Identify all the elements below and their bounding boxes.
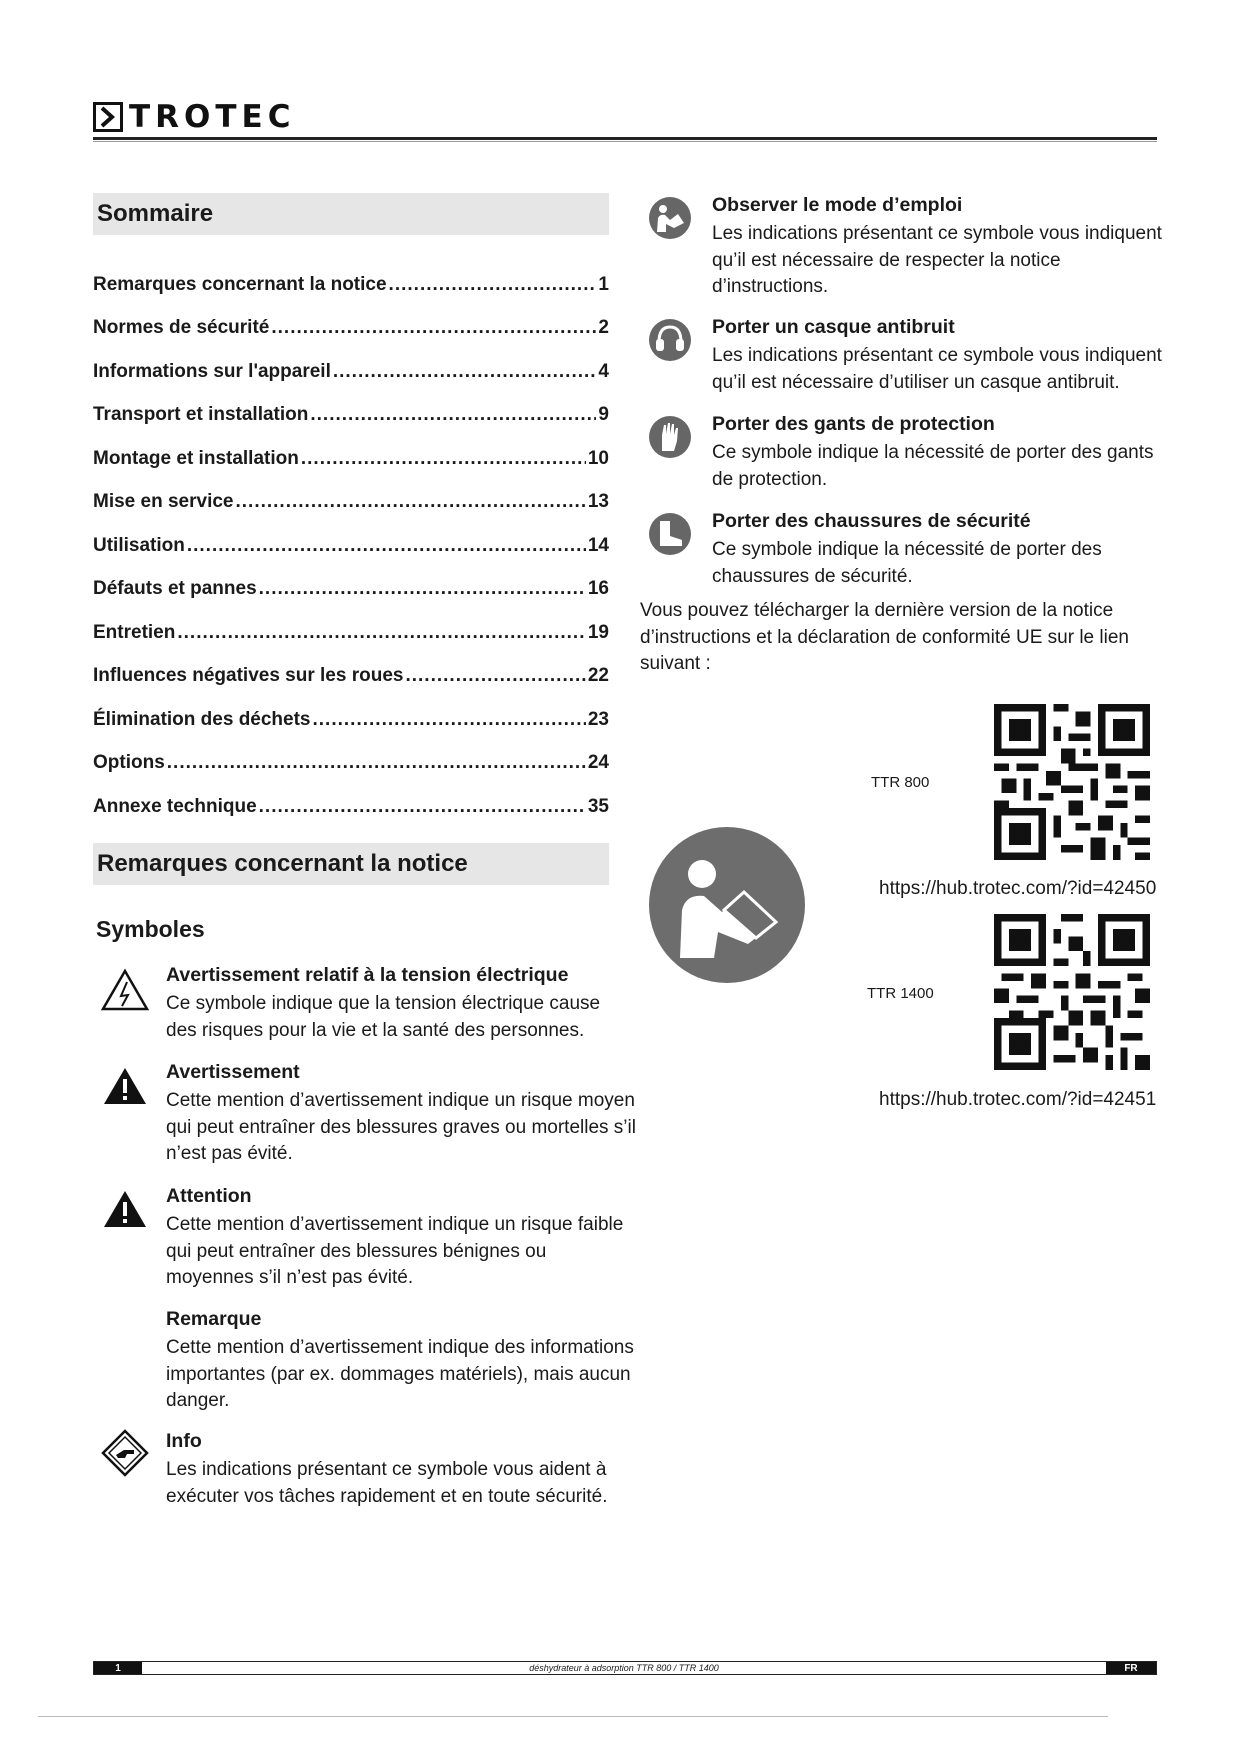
toc-entry-page: 35	[587, 795, 609, 817]
toc-entry-label: Influences négatives sur les roues	[93, 665, 404, 686]
toc-entry-label: Mise en service	[93, 491, 234, 512]
download-text: Vous pouvez télécharger la dernière version de la notice d’instructions et la déclaration de conformité UE sur le lien suivant :	[640, 600, 1129, 674]
symbol-text: Ce symbole indique que la tension électrique cause des risques pour la vie et la santé des personnes.	[166, 993, 601, 1041]
table-of-contents	[93, 252, 609, 818]
warning-icon	[102, 1066, 148, 1106]
mandatory-entry	[712, 316, 1162, 396]
symbol-entry	[166, 1430, 636, 1510]
toc-entry-page: 13	[587, 491, 609, 512]
symbol-text: Cette mention d’avertissement indique un risque faible qui peut entraîner des blessures bénignes ou moyennes s’il n’est pas évité.	[166, 1214, 624, 1288]
mandatory-text: Les indications présentant ce symbole vous indiquent qu’il est nécessaire d’utiliser un casque antibruit.	[712, 345, 1162, 393]
toc-entry[interactable]	[93, 296, 609, 340]
toc-entry-page: 4	[598, 360, 609, 382]
symbol-title: Avertissement	[166, 1061, 300, 1083]
mandatory-title: Porter un casque antibruit	[712, 316, 955, 338]
toc-title	[93, 193, 609, 235]
ear-protection-icon	[648, 318, 692, 362]
toc-entry-label: Informations sur l'appareil	[93, 360, 331, 382]
symbol-title: Info	[166, 1430, 202, 1452]
symbols-heading: Symboles	[96, 916, 205, 942]
toc-entry-label: Défauts et pannes	[93, 578, 257, 599]
toc-entry[interactable]	[93, 339, 609, 383]
toc-entry-page: 10	[587, 447, 609, 469]
toc-entry[interactable]	[93, 731, 609, 775]
toc-entry-page: 16	[587, 578, 609, 599]
notes-section-title-text: Remarques concernant la notice	[97, 850, 468, 877]
mandatory-text: Ce symbole indique la nécessité de porter des gants de protection.	[712, 442, 1154, 490]
footer-language: FR	[1106, 1662, 1156, 1674]
mandatory-entry	[712, 510, 1162, 590]
download-link[interactable]: https://hub.trotec.com/?id=42451	[879, 1089, 1157, 1110]
toc-entry-page: 9	[598, 404, 609, 425]
toc-entry[interactable]	[93, 470, 609, 514]
symbol-title: Avertissement relatif à la tension électrique	[166, 964, 569, 986]
toc-entry[interactable]	[93, 252, 609, 296]
header-rule	[93, 137, 1157, 140]
toc-entry-label: Normes de sécurité	[93, 317, 270, 338]
toc-entry-label: Entretien	[93, 621, 176, 643]
symbol-entry	[166, 1185, 636, 1292]
symbol-text: Cette mention d’avertissement indique un risque moyen qui peut entraîner des blessures graves ou mortelles s’il n’est pas évité.	[166, 1090, 636, 1164]
qr-model-label: TTR 1400	[867, 985, 934, 1002]
mandatory-entry	[712, 194, 1162, 301]
notes-section-title	[93, 843, 609, 885]
toc-entry[interactable]	[93, 600, 609, 644]
toc-entry-label: Utilisation	[93, 534, 185, 556]
toc-entry-label: Montage et installation	[93, 447, 299, 469]
symbol-entry	[166, 964, 636, 1044]
mandatory-entry	[712, 413, 1162, 493]
toc-entry-label: Annexe technique	[93, 795, 257, 817]
toc-entry[interactable]	[93, 557, 609, 601]
qr-code-icon[interactable]	[994, 914, 1150, 1070]
toc-title-text: Sommaire	[97, 200, 214, 227]
toc-entry-page: 19	[587, 621, 609, 643]
mandatory-title: Porter des chaussures de sécurité	[712, 510, 1031, 532]
logo-chevron-icon	[93, 102, 123, 132]
toc-entry[interactable]	[93, 644, 609, 688]
symbol-title: Attention	[166, 1185, 252, 1207]
brand-logo	[93, 99, 295, 135]
qr-model-label: TTR 800	[871, 774, 930, 791]
symbol-entry	[166, 1061, 636, 1168]
brand-name: TROTEC	[129, 99, 296, 135]
header-rule-thin	[93, 141, 1157, 142]
toc-entry[interactable]	[93, 774, 609, 818]
download-link[interactable]: https://hub.trotec.com/?id=42450	[879, 878, 1157, 899]
symbol-entry	[166, 1308, 636, 1415]
toc-entry[interactable]	[93, 687, 609, 731]
bottom-rule	[38, 1716, 1108, 1717]
toc-entry-page: 23	[587, 708, 609, 730]
toc-entry-label: Remarques concernant la notice	[93, 273, 387, 295]
qr-code-icon[interactable]	[994, 704, 1150, 860]
safety-shoes-icon	[648, 512, 692, 556]
read-manual-icon	[648, 826, 806, 984]
gloves-icon	[648, 415, 692, 459]
page-footer	[93, 1661, 1157, 1675]
symbol-text: Cette mention d’avertissement indique des informations importantes (par ex. dommages matériels), mais aucun danger.	[166, 1337, 634, 1411]
footer-page-number: 1	[94, 1662, 142, 1674]
mandatory-title: Porter des gants de protection	[712, 413, 995, 435]
toc-entry[interactable]	[93, 383, 609, 427]
toc-entry[interactable]	[93, 513, 609, 557]
read-manual-icon	[648, 196, 692, 240]
symbol-text: Les indications présentant ce symbole vous aident à exécuter vos tâches rapidement et en toute sécurité.	[166, 1459, 608, 1507]
toc-entry-page: 2	[598, 317, 609, 338]
toc-entry-page: 1	[598, 273, 609, 295]
toc-entry-page: 24	[587, 752, 609, 773]
toc-entry-label: Options	[93, 752, 165, 773]
mandatory-text: Ce symbole indique la nécessité de porter des chaussures de sécurité.	[712, 539, 1102, 587]
toc-entry[interactable]	[93, 426, 609, 470]
mandatory-title: Observer le mode d’emploi	[712, 194, 963, 216]
footer-title: déshydrateur à adsorption TTR 800 / TTR 1400	[529, 1663, 719, 1673]
info-icon	[100, 1428, 150, 1478]
electric-warning-icon	[100, 968, 150, 1012]
toc-entry-label: Transport et installation	[93, 404, 309, 425]
mandatory-text: Les indications présentant ce symbole vous indiquent qu’il est nécessaire de respecter la notice d’instructions.	[712, 223, 1162, 297]
toc-entry-page: 22	[587, 665, 609, 686]
toc-entry-page: 14	[587, 534, 609, 556]
warning-icon	[102, 1189, 148, 1229]
toc-entry-label: Élimination des déchets	[93, 708, 311, 730]
symbol-title: Remarque	[166, 1308, 262, 1330]
